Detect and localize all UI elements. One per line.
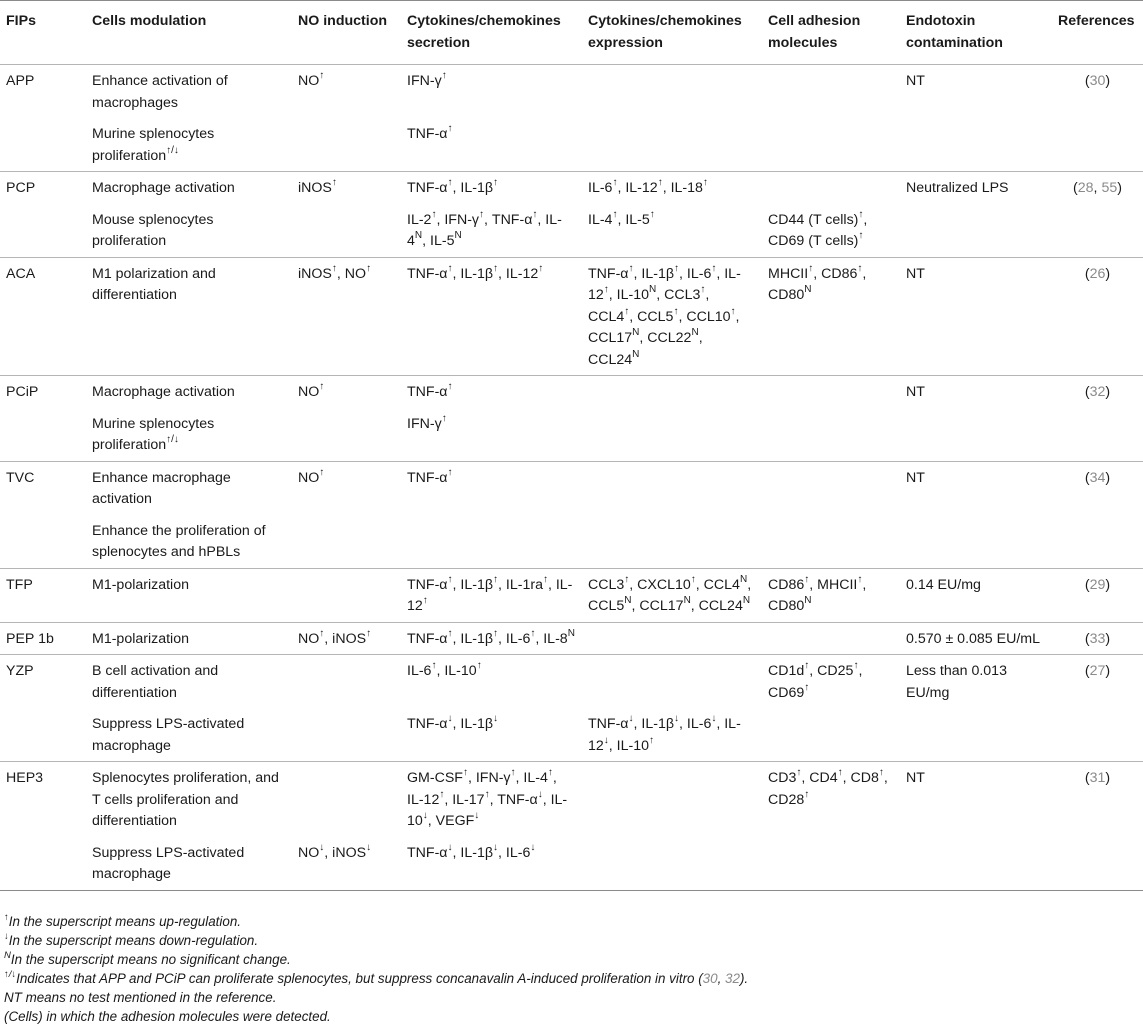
cell-endotoxin bbox=[900, 408, 1052, 462]
cell-endotoxin bbox=[900, 708, 1052, 762]
cell-fip: TVC bbox=[0, 461, 86, 515]
cell-adhesion-molecules bbox=[762, 461, 900, 515]
cell-references: (26) bbox=[1052, 257, 1143, 376]
footnote: NT means no test mentioned in the reference. bbox=[4, 990, 277, 1006]
header-fips: FIPs bbox=[6, 13, 36, 29]
header-references: References bbox=[1058, 13, 1135, 29]
cell-adhesion-molecules bbox=[762, 622, 900, 655]
reference-link[interactable]: 30 bbox=[1089, 73, 1106, 89]
cell-cytokines-secretion: TNF-α↑, IL-1β↑, IL-6↑, $IL-8^N$ bbox=[401, 622, 582, 655]
cell-adhesion-molecules: CD44 (T cells)↑, CD69 (T cells)↑ bbox=[768, 208, 868, 249]
cell-cytokines-expression bbox=[582, 515, 762, 569]
cell-cytokines-expression bbox=[582, 655, 762, 709]
header-cells-modulation: Cells modulation bbox=[92, 13, 207, 29]
reference-link[interactable]: 55 bbox=[1101, 180, 1118, 196]
cell-no-induction bbox=[292, 204, 401, 258]
cell-cytokines-secretion: TNF-α↑ bbox=[407, 123, 453, 142]
reference-link[interactable]: 31 bbox=[1089, 770, 1106, 786]
cell-fip: PCP bbox=[0, 172, 86, 204]
cell-no-induction: NO↑, iNOS↑ bbox=[292, 622, 401, 655]
table-row bbox=[0, 515, 1143, 569]
cell-cells-modulation: Enhance activation of macrophages bbox=[86, 65, 292, 119]
table-row bbox=[0, 408, 1143, 462]
cell-adhesion-molecules bbox=[762, 65, 900, 119]
cell-cells-modulation: M1-polarization bbox=[86, 622, 292, 655]
cell-cytokines-expression bbox=[582, 408, 762, 462]
table-row bbox=[0, 655, 1143, 709]
cell-adhesion-molecules bbox=[762, 408, 900, 462]
cell-fip: TFP bbox=[0, 568, 86, 622]
reference-link[interactable]: 29 bbox=[1089, 576, 1106, 593]
reference-link[interactable]: 30 bbox=[702, 971, 718, 987]
cell-cells-modulation: M1 polarization and differentiation bbox=[86, 257, 292, 376]
footnote: (Cells) in which the adhesion molecules were detected. bbox=[4, 1009, 331, 1025]
cell-endotoxin bbox=[900, 204, 1052, 258]
table-row bbox=[0, 622, 1143, 655]
table-row bbox=[0, 65, 1143, 119]
reference-link[interactable]: 28 bbox=[1077, 180, 1094, 196]
header-endotoxin: Endotoxin contamination bbox=[906, 13, 1003, 51]
cell-cells-modulation: Enhance macrophage activation bbox=[86, 461, 292, 515]
cell-cells-modulation: M1-polarization bbox=[86, 568, 292, 622]
cell-endotoxin: 0.14 EU/mg bbox=[900, 568, 1052, 622]
cell-no-induction: NO↑ bbox=[292, 376, 401, 408]
cell-cytokines-secretion: IFN-γ↑ bbox=[407, 412, 447, 432]
cell-references: (33) bbox=[1052, 622, 1143, 655]
cell-cytokines-secretion: IL-6↑, IL-10↑ bbox=[401, 655, 582, 709]
cell-fip: YZP bbox=[0, 655, 86, 709]
reference-link[interactable]: 32 bbox=[1089, 384, 1106, 400]
table-row bbox=[0, 257, 1143, 376]
cell-cells-modulation: Macrophage activation bbox=[86, 172, 292, 204]
cell-no-induction bbox=[292, 762, 401, 837]
cell-cytokines-expression: IL-6↑, IL-12↑, IL-18↑ bbox=[582, 172, 762, 204]
cell-endotoxin bbox=[900, 515, 1052, 569]
cell-no-induction bbox=[292, 408, 401, 462]
cell-no-induction bbox=[292, 568, 401, 622]
cell-adhesion-molecules bbox=[762, 515, 900, 569]
cell-cytokines-expression bbox=[582, 762, 762, 837]
cell-references: (31) bbox=[1052, 762, 1143, 837]
cell-fip: PCiP bbox=[0, 376, 86, 408]
cell-references: (32) bbox=[1052, 376, 1143, 408]
cell-no-induction: NO↑ bbox=[292, 65, 401, 119]
cell-no-induction bbox=[292, 708, 401, 762]
cell-endotoxin: NT bbox=[900, 376, 1052, 408]
cell-cytokines-expression: TNF-α↓, IL-1β↓, IL-6↓, IL-12↓, IL-10↑ bbox=[588, 713, 741, 754]
cell-cytokines-secretion: GM-CSF↑, IFN-γ↑, IL-4↑, IL-12↑, IL-17↑, TNF-α↓, IL-10↓, VEGF↓ bbox=[401, 762, 582, 837]
cell-cells-modulation: Murine splenocytes proliferation↑/↓ bbox=[92, 126, 215, 164]
cell-references bbox=[1052, 408, 1143, 462]
cell-fip bbox=[0, 708, 86, 762]
cell-fip bbox=[0, 837, 86, 891]
cell-cytokines-expression bbox=[582, 65, 762, 119]
cell-cytokines-secretion: TNF-α↑, IL-1β↑ bbox=[401, 172, 582, 204]
cell-references bbox=[1052, 118, 1143, 172]
cell-references bbox=[1052, 515, 1143, 569]
cell-cytokines-expression bbox=[582, 376, 762, 408]
cell-endotoxin: 0.570 ± 0.085 EU/mL bbox=[900, 622, 1052, 655]
cell-references: (29) bbox=[1052, 568, 1143, 622]
reference-link[interactable]: 32 bbox=[725, 971, 740, 987]
table-header-row bbox=[0, 1, 1143, 65]
cell-cytokines-expression: CCL3↑, CXCL10↑, $CCL4^N$, $CCL5^N$, $CCL17^N$, $CCL24^N$ bbox=[582, 568, 762, 622]
cell-endotoxin bbox=[900, 118, 1052, 172]
footnote-mark: ↑ bbox=[4, 911, 9, 923]
cell-fip: HEP3 bbox=[0, 762, 86, 837]
cell-cells-modulation: Mouse splenocytes proliferation bbox=[92, 211, 214, 249]
cell-fip bbox=[0, 204, 86, 258]
cell-fip bbox=[0, 515, 86, 569]
cell-no-induction: iNOS↑ bbox=[292, 172, 401, 204]
footnote-mark: N bbox=[4, 949, 11, 961]
cell-fip: PEP 1b bbox=[0, 622, 86, 655]
header-no-induction: NO induction bbox=[298, 13, 388, 29]
cell-cells-modulation: Macrophage activation bbox=[86, 376, 292, 408]
cell-no-induction bbox=[292, 118, 401, 172]
table-row bbox=[0, 376, 1143, 408]
cell-cells-modulation: Murine splenocytes proliferation↑/↓ bbox=[92, 415, 215, 453]
cell-fip: APP bbox=[0, 65, 86, 119]
cell-cytokines-secretion: TNF-α↓, IL-1β↓, IL-6↓ bbox=[401, 837, 582, 891]
cell-no-induction: NO↓, iNOS↓ bbox=[292, 837, 401, 891]
cell-cells-modulation: Enhance the proliferation of splenocytes and hPBLs bbox=[92, 522, 266, 560]
cell-references bbox=[1052, 837, 1143, 891]
cell-cytokines-expression bbox=[582, 461, 762, 515]
cell-endotoxin: NT bbox=[900, 762, 1052, 837]
footnote: $^N$In the superscript means no significant change. bbox=[4, 949, 291, 968]
cell-adhesion-molecules: CD1d↑, CD25↑, CD69↑ bbox=[762, 655, 900, 709]
cell-adhesion-molecules: CD86↑, MHCII↑, $CD80^N$ bbox=[762, 568, 900, 622]
cell-references bbox=[1052, 204, 1143, 258]
cell-cytokines-expression bbox=[582, 118, 762, 172]
cell-endotoxin: NT bbox=[900, 65, 1052, 119]
table-body bbox=[0, 65, 1143, 891]
cell-adhesion-molecules: CD3↑, CD4↑, CD8↑, CD28↑ bbox=[762, 762, 900, 837]
cell-endotoxin: NT bbox=[900, 461, 1052, 515]
cell-fip bbox=[0, 118, 86, 172]
header-cytokines-expression: Cytokines/chemokines expression bbox=[588, 13, 742, 51]
cell-endotoxin: Less than 0.013 EU/mg bbox=[900, 655, 1052, 709]
cell-references: (28, 55) bbox=[1052, 172, 1143, 204]
table-row bbox=[0, 204, 1143, 258]
cell-adhesion-molecules: MHCII↑, CD86↑, $CD80^N$ bbox=[762, 257, 900, 376]
cell-cytokines-secretion: TNF-α↓, IL-1β↓ bbox=[407, 713, 499, 732]
footnote: ↑/↓Indicates that APP and PCiP can proliferate splenocytes, but suppress concanavalin A-induced proliferation in vitro (30, 32). bbox=[4, 968, 749, 987]
cell-cytokines-expression bbox=[582, 837, 762, 891]
cell-endotoxin bbox=[900, 837, 1052, 891]
cell-references: (27) bbox=[1052, 655, 1143, 709]
cell-cytokines-secretion: IFN-γ↑ bbox=[401, 65, 582, 119]
reference-link[interactable]: 27 bbox=[1089, 663, 1106, 679]
cell-no-induction: NO↑ bbox=[292, 461, 401, 515]
cell-no-induction: iNOS↑, NO↑ bbox=[292, 257, 401, 376]
reference-link[interactable]: 26 bbox=[1089, 265, 1106, 282]
table-row bbox=[0, 172, 1143, 204]
cell-cells-modulation: Suppress LPS-activated macrophage bbox=[92, 716, 245, 754]
cell-cytokines-secretion: TNF-α↑, IL-1β↑, IL-1ra↑, IL-12↑ bbox=[401, 568, 582, 622]
cell-cytokines-expression bbox=[582, 622, 762, 655]
cell-cytokines-secretion bbox=[401, 515, 582, 569]
cell-cells-modulation: Suppress LPS-activated macrophage bbox=[86, 837, 292, 891]
cell-cytokines-secretion: TNF-α↑, IL-1β↑, IL-12↑ bbox=[401, 257, 582, 376]
table-row bbox=[0, 461, 1143, 515]
cell-adhesion-molecules bbox=[762, 837, 900, 891]
table-row bbox=[0, 708, 1143, 762]
cell-cytokines-secretion: IL-2↑, IFN-γ↑, TNF-α↑, $IL-4^N$, $IL-5^N$ bbox=[407, 208, 562, 249]
cell-references bbox=[1052, 708, 1143, 762]
cell-cytokines-expression: IL-4↑, IL-5↑ bbox=[588, 208, 655, 228]
cell-cytokines-secretion: TNF-α↑ bbox=[401, 461, 582, 515]
table-row bbox=[0, 837, 1143, 891]
cell-no-induction bbox=[292, 655, 401, 709]
reference-link[interactable]: 34 bbox=[1089, 469, 1106, 486]
cell-adhesion-molecules bbox=[762, 708, 900, 762]
cell-endotoxin: NT bbox=[900, 257, 1052, 376]
cell-adhesion-molecules bbox=[762, 172, 900, 204]
reference-link[interactable]: 33 bbox=[1089, 630, 1106, 647]
footnote-mark: ↓ bbox=[4, 930, 9, 942]
cell-fip bbox=[0, 408, 86, 462]
cell-cytokines-secretion: TNF-α↑ bbox=[401, 376, 582, 408]
cell-endotoxin: Neutralized LPS bbox=[900, 172, 1052, 204]
cell-fip: ACA bbox=[0, 257, 86, 376]
cell-no-induction bbox=[292, 515, 401, 569]
cell-cells-modulation: B cell activation and differentiation bbox=[86, 655, 292, 709]
cell-adhesion-molecules bbox=[762, 118, 900, 172]
cell-cytokines-expression: TNF-α↑, IL-1β↑, IL-6↑, IL-12↑, $IL-10^N$, CCL3↑, CCL4↑, CCL5↑, CCL10↑, $CCL17^N$, $CCL22^N$, $CCL24^N$ bbox=[582, 257, 762, 376]
cell-references: (30) bbox=[1052, 65, 1143, 119]
cell-cells-modulation: Splenocytes proliferation, and T cells proliferation and differentiation bbox=[86, 762, 292, 837]
table-footnotes bbox=[4, 912, 748, 1027]
header-cytokines-secretion: Cytokines/chemokines secretion bbox=[407, 13, 561, 51]
table-row bbox=[0, 762, 1143, 837]
footnote-mark: ↑/↓ bbox=[4, 968, 17, 980]
table-row bbox=[0, 118, 1143, 172]
header-cell-adhesion: Cell adhesion molecules bbox=[768, 13, 861, 51]
footnote: ↓In the superscript means down-regulation. bbox=[4, 930, 259, 949]
table-row bbox=[0, 568, 1143, 622]
cell-references: (34) bbox=[1052, 461, 1143, 515]
cell-adhesion-molecules bbox=[762, 376, 900, 408]
footnote: ↑In the superscript means up-regulation. bbox=[4, 911, 241, 929]
